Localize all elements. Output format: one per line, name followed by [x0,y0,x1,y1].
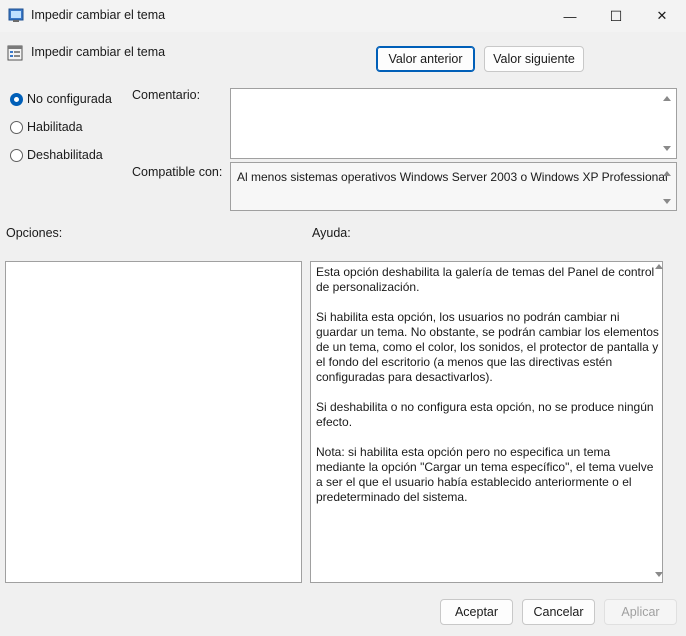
comment-label: Comentario: [132,88,201,102]
previous-setting-button[interactable]: Valor anterior [376,46,475,72]
ok-button[interactable]: Aceptar [440,599,513,625]
policy-editor-icon [8,7,24,23]
policy-name: Impedir cambiar el tema [31,45,166,59]
supported-on-value: Al menos sistemas operativos Windows Server 2003 o Windows XP Professional [237,170,668,184]
window-title: Impedir cambiar el tema [31,8,166,22]
help-panel[interactable] [310,261,663,583]
scroll-down-icon[interactable] [663,146,671,151]
minimize-icon: — [563,8,577,24]
scroll-up-icon[interactable] [663,171,671,176]
maximize-button[interactable] [593,0,639,32]
policy-setting-icon [7,45,23,61]
help-paragraph: Esta opción deshabilita la galería de temas del Panel de control de personalización. [316,265,655,294]
radio-label: No configurada [27,92,112,106]
cancel-button[interactable]: Cancelar [522,599,595,625]
radio-indicator[interactable] [10,93,23,106]
options-label: Opciones: [6,226,63,240]
scroll-up-icon[interactable] [663,96,671,101]
radio-indicator[interactable] [10,121,23,134]
help-paragraph: Si deshabilita o no configura esta opción, no se produce ningún efecto. [316,400,654,429]
help-paragraph: Si habilita esta opción, los usuarios no podrán cambiar ni guardar un tema. No obstante, se podrán cambiar los elementos de un tema, como el color, los sonidos, el protector de pantalla y el fondo del escritorio (a menos que las directivas estén configuradas para desactivarlos). [316,310,659,384]
help-text [316,265,661,520]
help-paragraph: Nota: si habilita esta opción pero no especifica un tema mediante la opción "Cargar un tema específico", el tema vuelve a ser el que el usuario había establecido anteriormente o el predeterminado del sistema. [316,445,654,504]
apply-button[interactable]: Aplicar [604,599,677,625]
help-scroll-up-icon[interactable] [655,264,663,269]
radio-not-configured[interactable] [10,92,112,106]
radio-disabled[interactable] [10,148,103,162]
radio-indicator[interactable] [10,149,23,162]
radio-label: Deshabilitada [27,148,103,162]
minimize-button[interactable] [547,0,593,32]
comment-textarea[interactable] [230,88,677,159]
radio-label: Habilitada [27,120,83,134]
next-setting-button[interactable]: Valor siguiente [484,46,584,72]
close-icon: ✕ [656,8,668,23]
scroll-down-icon[interactable] [663,199,671,204]
close-button[interactable] [639,0,685,32]
supported-on-field [230,162,677,211]
supported-on-label: Compatible con: [132,165,223,179]
help-scroll-down-icon[interactable] [655,572,663,577]
maximize-icon: ☐ [609,7,623,24]
help-label: Ayuda: [312,226,351,240]
radio-enabled[interactable] [10,120,83,134]
options-panel [5,261,302,583]
title-bar [0,0,686,32]
